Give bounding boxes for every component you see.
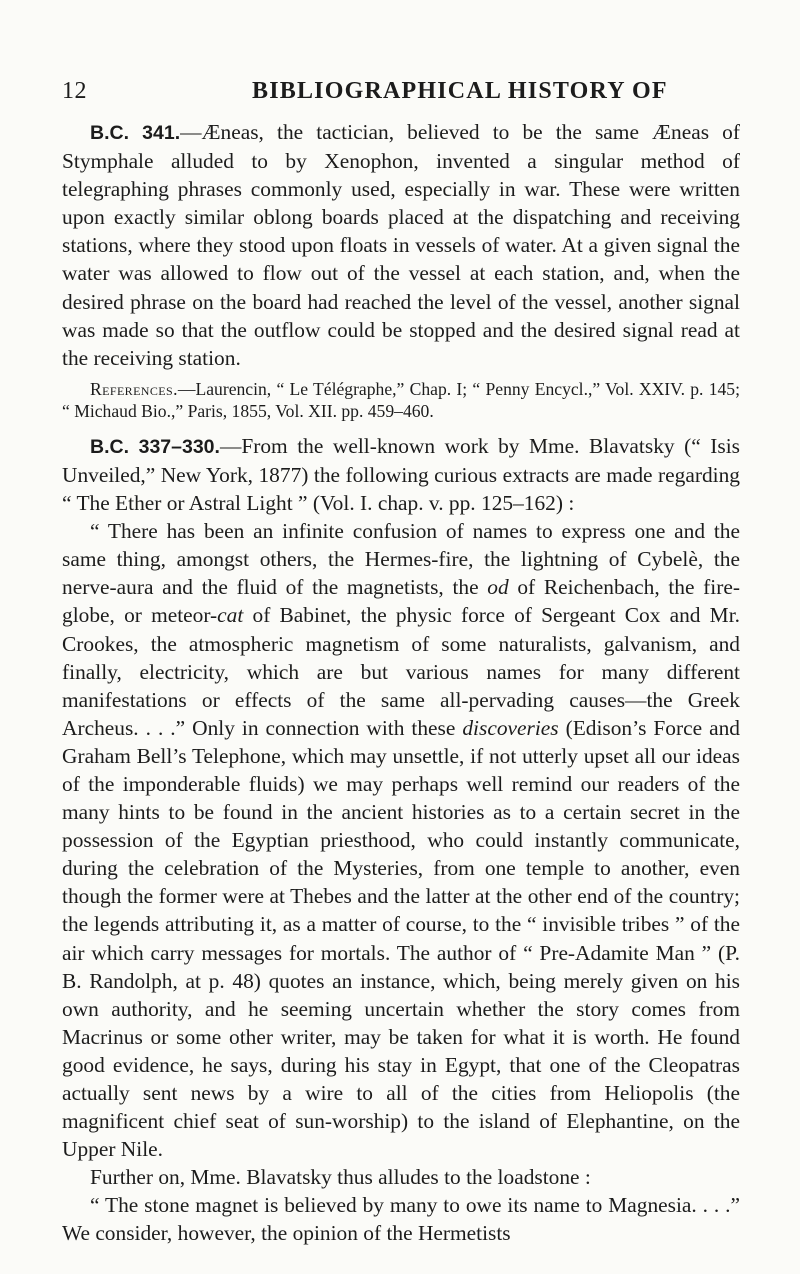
italic-word: discoveries xyxy=(462,715,559,740)
references-note xyxy=(62,378,740,422)
entry-date: B.C. 341. xyxy=(90,122,181,144)
quote-text: “ There has been an infinite confusion of names to express one and the same thing, amongst others, the Hermes-fire, the lightning of Cybelè, the nerve-aura and the fluid of the magnetists, the xyxy=(62,519,740,600)
italic-word: od xyxy=(487,575,509,600)
page-number: 12 xyxy=(62,78,87,104)
entry-text: —From the well-known work by Mme. Blavatsky (“ Isis Unveiled,” New York, 1877) the following curious extracts are made regarding “ The Ether or Astral Light ” (Vol. I. chap. v. pp. 125–162) : xyxy=(62,433,740,516)
references-label: References. xyxy=(90,378,178,399)
entry-date: B.C. 337–330. xyxy=(90,435,220,458)
quote-text: (Edison’s Force and Graham Bell’s Telephone, which may unsettle, if not utterly upset all our ideas of the imponderable fluids) we may perhaps well remind our readers of the many hints to be found in the ancient histories as to a certain secret in the possession of the Egyptian priesthood, who could instantly communicate, during the celebration of the Mysteries, from one temple to another, even though the former were at Thebes and the latter at the other end of the country; the legends attributing it, as a matter of course, to the “ invisible tribes ” of the air which carry messages for mortals. The author of “ Pre-Adamite Man ” (P. B. Randolph, at p. 48) quotes an instance, which, being merely given on his own authority, and he seeming uncertain whether the story comes from Macrinus or some other writer, may be taken for what it is worth. He found good evidence, he says, during his stay in Egypt, that one of the Cleopatras actually sent news by a wire to all of the cities from Heliopolis (the magnificent chief seat of sun-worship) to the island of Elephantine, on the Upper Nile. xyxy=(62,715,740,1162)
quote-text: of Babinet, the physic force of Sergeant Cox and Mr. Crookes, the atmospheric magnetism of some naturalists, galvanism, and finally, electricity, which are but various names for many different manifestations or effects of the same all-pervading causes—the Greek Archeus. . . .” Only in connection with these xyxy=(62,603,740,740)
loadstone-intro: Further on, Mme. Blavatsky thus alludes to the loadstone : xyxy=(90,1165,591,1190)
entry-bc-341 xyxy=(62,118,740,372)
book-page xyxy=(62,78,740,1248)
running-head: BIBLIOGRAPHICAL HISTORY OF xyxy=(252,78,668,104)
page-header xyxy=(62,78,740,118)
blavatsky-quote-paragraph xyxy=(62,517,740,1163)
quote-text: of Reichenbach, the fire-globe, or meteor- xyxy=(62,575,740,628)
entry-bc-337-330 xyxy=(62,432,740,517)
entry-text: —Æneas, the tactician, believed to be the same Æneas of Stymphale alluded to by Xenophon, invented a singular method of telegraphing phrases commonly used, especially in war. These were written upon exactly similar oblong boards placed at the dispatching and receiving stations, where they stood upon floats in vessels of water. At a given signal the water was allowed to flow out of the vessel at each station, and, when the desired phrase on the board had reached the level of the vessel, another signal was made so that the outflow could be stopped and the desired signal read at the receiving station. xyxy=(62,120,740,370)
italic-word: cat xyxy=(217,603,244,628)
stone-magnet-quote: “ The stone magnet is believed by many to owe its name to Magnesia. . . .” We consider, however, the opinion of the Hermetists xyxy=(62,1193,740,1246)
references-text: —Laurencin, “ Le Télégraphe,” Chap. I; “ Penny Encycl.,” Vol. XXIV. p. 145; “ Michaud Bio.,” Paris, 1855, Vol. XII. pp. 459–460. xyxy=(62,378,740,421)
